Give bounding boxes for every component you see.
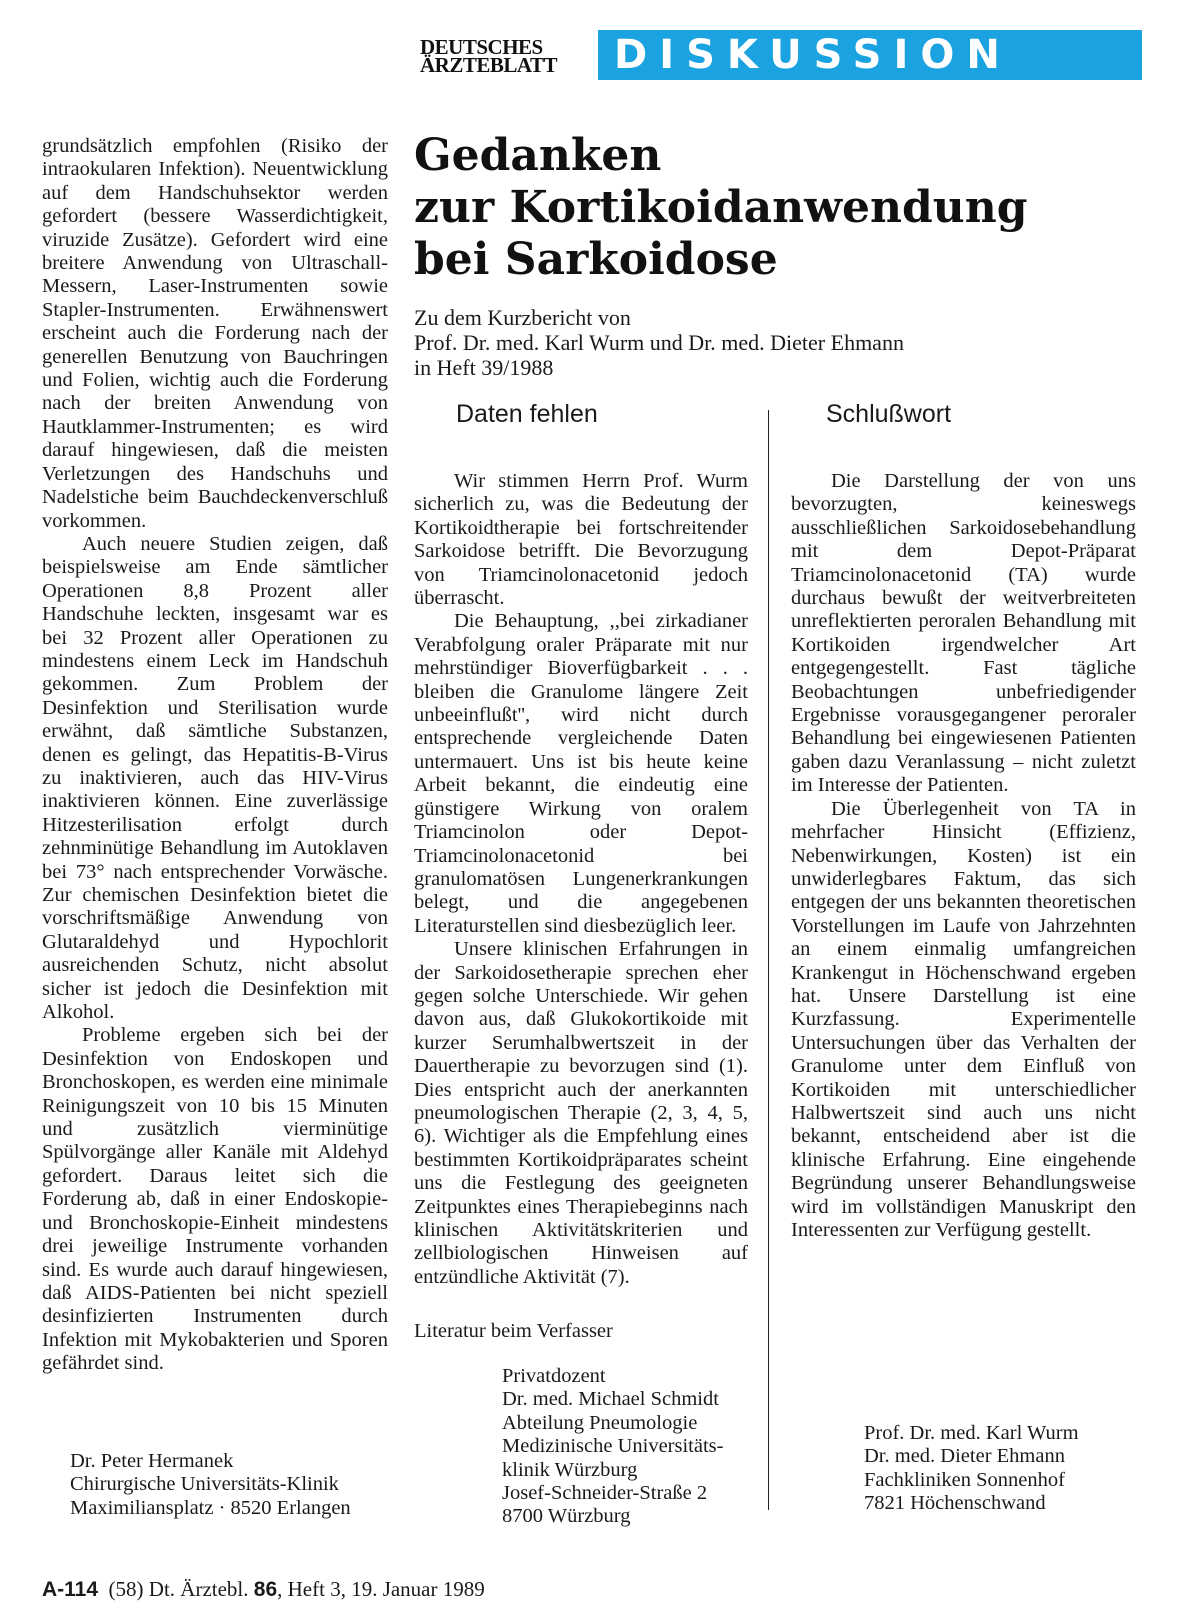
signature-line: klinik Würzburg: [502, 1458, 638, 1481]
subtitle-line: Zu dem Kurzbericht von: [414, 305, 631, 330]
signature-line: Dr. med. Michael Schmidt: [502, 1388, 719, 1411]
subtitle-line: in Heft 39/1988: [414, 355, 554, 380]
signature-line: Dr. med. Dieter Ehmann: [864, 1445, 1065, 1468]
middle-paragraph: Die Behauptung, ,,bei zirkadianer Verabfolgung oraler Präparate mit nur mehrstündiger Bioverfügbarkeit . . . bleiben die Granulome längere Zeit unbeeinflußt'', wird nicht durch entsprechende vergleichende Daten untermauert. Uns ist bis heute keine Arbeit bekannt, die eindeutig eine günstigere Wirkung von oralem Triamcinolon oder Depot-Triamcinolonacetonid bei granulomatösen Lungenerkrankungen belegt, und die angegebenen Literaturstellen sind diesbezüglich leer.: [414, 610, 748, 937]
right-column: [791, 470, 1136, 1242]
title-line: bei Sarkoidose: [414, 234, 778, 285]
right-paragraph: Die Darstellung der von uns bevorzugten, keineswegs ausschließlichen Sarkoidosebehandlung mit dem Depot-Präparat Triamcinolonacetonid (TA) wurde durchaus bewußt der weitverbreiteten unreflektierten peroralen Behandlung mit Kortikoiden irgendwelcher Art entgegengestellt. Fast tägliche Beobachtungen unbefriedigender Ergebnisse vorausgegangener peroraler Behandlung bei eingewiesenen Patienten gaben dazu Veranlassung – nicht zuletzt im Interesse der Patienten.: [791, 470, 1136, 797]
middle-paragraph: Unsere klinischen Erfahrungen in der Sarkoidosetherapie sprechen eher gegen solche Unterschiede. Wir gehen davon aus, daß Glukokortikoide mit kurzer Serumhalbwertszeit in der Dauertherapie zu bevorzugen sind (1). Dies entspricht auch der anerkannten pneumologischen Therapie (2, 3, 4, 5, 6). Wichtiger als die Empfehlung eines bestimmten Kortikoidpräparates scheint uns die Festlegung des geeigneten Zeitpunktes eines Therapiebeginns nach klinischen Aktivitätskriterien und zellbiologischen Hinweisen auf entzündliche Aktivität (7).: [414, 938, 748, 1288]
signature-line: Privatdozent: [502, 1365, 606, 1387]
column-divider: [768, 410, 769, 1510]
left-column: [42, 135, 388, 1376]
page-number: A-114: [42, 1578, 99, 1601]
citation-prefix: (58) Dt. Ärztebl.: [108, 1577, 249, 1601]
masthead: [420, 30, 1142, 80]
left-paragraph: Probleme ergeben sich bei der Desinfektion von Endoskopen und Bronchoskopen, es werden eine minimale Reinigungszeit von 10 bis 15 Minuten und zusätzlich vierminütige Spülvorgänge aller Kanäle mit Aldehyd gefordert. Daraus leitet sich die Forderung ab, daß in einer Endoskopie- und Bronchoskopie-Einheit mindestens drei jeweilige Instrumente vorhanden sind. Es wurde auch darauf hingewiesen, daß AIDS-Patienten bei nicht speziell desinfizierten Instrumenten durch Infektion mit Mykobakterien und Sporen gefährdet sind.: [42, 1024, 388, 1375]
signature-line: Josef-Schneider-Straße 2: [502, 1482, 708, 1505]
article-subtitle: [414, 305, 1134, 380]
title-line: Gedanken: [414, 130, 662, 181]
signature-line: 7821 Höchenschwand: [864, 1492, 1046, 1515]
middle-paragraph: Wir stimmen Herrn Prof. Wurm sicherlich zu, was die Bedeutung der Kortikoidtherapie bei fortschreitender Sarkoidose betrifft. Die Bevorzugung von Triamcinolonacetonid jedoch überrascht.: [414, 470, 748, 610]
left-paragraph: Auch neuere Studien zeigen, daß beispielsweise am Ende sämtlicher Operationen 8,8 Prozent aller Handschuhe leckten, insgesamt war es bei 32 Prozent aller Operationen zu mindestens einem Leck im Handschuh gekommen. Zum Problem der Desinfektion und Sterilisation wurde erwähnt, daß sämtliche Substanzen, denen es gelingt, das Hepatitis-B-Virus zu inaktivieren, auch das HIV-Virus inaktivieren können. Eine zuverlässige Hitzesterilisation erfolgt durch zehnminütige Behandlung im Autoklaven bei 73° nach entsprechender Vorwäsche. Zur chemischen Desinfektion bietet die vorschriftsmäßige Anwendung von Glutaraldehyd und Hypochlorit ausreichenden Schutz, nicht absolut sicher ist jedoch die Desinfektion mit Alkohol.: [42, 532, 388, 1024]
middle-heading: Daten fehlen: [456, 400, 598, 428]
signature-line: Dr. Peter Hermanek: [70, 1450, 234, 1472]
right-heading: Schlußwort: [826, 400, 952, 428]
logo-line-2: ÄRZTEBLATT: [420, 53, 557, 77]
signature-line: Prof. Dr. med. Karl Wurm: [864, 1422, 1079, 1444]
section-banner: DISKUSSION: [598, 30, 1142, 80]
volume-number: 86: [253, 1578, 278, 1601]
left-paragraph: grundsätzlich empfohlen (Risiko der intraokularen Infektion). Neuentwicklung auf dem Handschuhsektor werden gefordert (bessere Wasserdichtigkeit, viruzide Zusätze). Gefordert wird eine breitere Anwendung von Ultraschall-Messern, Laser-Instrumenten sowie Stapler-Instrumenten. Erwähnenswert erscheint auch die Forderung nach der generellen Benutzung von Bauchringen und Folien, wichtig auch die Forderung nach der breiten Anwendung von Hautklammer-Instrumenten; es wird darauf hingewiesen, daß die meisten Verletzungen des Handschuhs und Nadelstiche beim Bauchdeckenverschluß vorkommen.: [42, 135, 388, 532]
middle-signature: [502, 1365, 723, 1529]
subtitle-line: Prof. Dr. med. Karl Wurm und Dr. med. Dieter Ehmann: [414, 330, 904, 355]
signature-line: Fachkliniken Sonnenhof: [864, 1468, 1065, 1491]
signature-line: Maximiliansplatz · 8520 Erlangen: [70, 1496, 351, 1519]
signature-line: Abteilung Pneumologie: [502, 1411, 698, 1434]
title-line: zur Kortikoidanwendung: [414, 182, 1028, 233]
middle-column: [414, 470, 748, 1289]
right-paragraph: Die Überlegenheit von TA in mehrfacher Hinsicht (Effizienz, Nebenwirkungen, Kosten) ist ein unwiderlegbares Faktum, das sich entgegen der uns bekannten theoretischen Vorstellungen im Laufe von Jahrzehnten an einem einmalig umfangreichen Krankengut in Höchenschwand ergeben hat. Unsere Darstellung ist eine Kurzfassung. Experimentelle Untersuchungen über das Verhalten der Granulome unter dem Einfluß von Kortikoiden mit unterschiedlicher Halbwertszeit sind auch uns nicht bekannt, entscheidend aber ist die klinische Erfahrung. Eine eingehende Begründung unserer Behandlungsweise wird im vollständigen Manuskript den Interessenten zur Verfügung gestellt.: [791, 797, 1136, 1241]
right-signature: [864, 1422, 1079, 1516]
signature-line: 8700 Würzburg: [502, 1505, 631, 1528]
article-title: [414, 130, 1134, 286]
page-footer: [42, 1577, 485, 1602]
logo-line-1: DEUTSCHES: [420, 35, 543, 59]
literature-note: Literatur beim Verfasser: [414, 1320, 613, 1342]
signature-line: Chirurgische Universitäts-Klinik: [70, 1473, 339, 1496]
citation-suffix: , Heft 3, 19. Januar 1989: [277, 1577, 485, 1601]
signature-line: Medizinische Universitäts-: [502, 1435, 724, 1458]
journal-logo: [420, 35, 595, 77]
left-signature: [70, 1450, 351, 1520]
